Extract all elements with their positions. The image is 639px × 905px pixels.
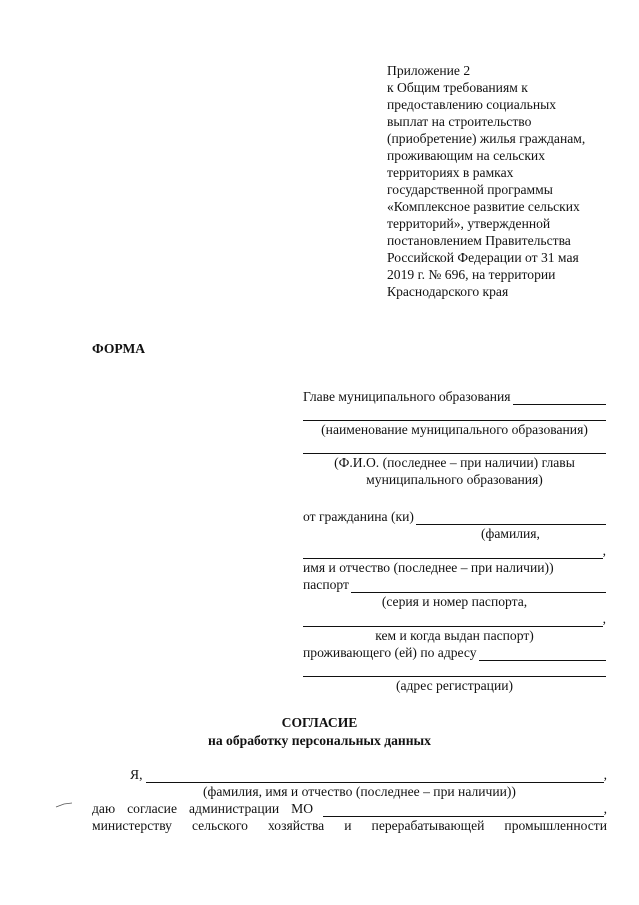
consent-word: и <box>344 818 352 833</box>
appendix-line: территорий», утвержденной <box>387 216 551 231</box>
surname-caption: (фамилия, <box>481 526 540 541</box>
consent-subtitle: на обработку персональных данных <box>208 733 431 748</box>
head-fio-field[interactable] <box>303 438 606 454</box>
appendix-line: Приложение 2 <box>387 63 471 78</box>
appendix-line: государственной программы <box>387 182 553 197</box>
pen-mark-icon <box>55 802 73 808</box>
consent-word: перерабатывающей <box>371 818 485 833</box>
consent-word: сельского <box>191 818 248 833</box>
head-label: Главе муниципального образования <box>303 389 511 404</box>
head-name-field[interactable] <box>513 390 606 405</box>
comma: , <box>602 611 606 626</box>
consent-word: администрации <box>188 801 280 816</box>
appendix-block <box>387 62 617 300</box>
consent-word: МО <box>291 801 314 816</box>
consent-title: СОГЛАСИЕ <box>281 715 358 730</box>
fio-caption-line2: муниципального образования) <box>366 472 543 487</box>
consent-word: даю <box>92 801 116 816</box>
comma: , <box>603 801 607 816</box>
municipality-field[interactable] <box>303 405 606 421</box>
addressee-head-row <box>303 388 606 488</box>
i-label: Я, <box>130 767 143 782</box>
fio-caption-line1: (Ф.И.О. (последнее – при наличии) главы <box>334 455 575 470</box>
address-field-line2[interactable] <box>303 661 606 677</box>
consent-body <box>92 766 607 834</box>
surname-field[interactable] <box>416 510 606 525</box>
consent-text-line <box>92 817 607 834</box>
passport-field[interactable] <box>351 578 606 593</box>
appendix-line: к Общим требованиям к <box>387 80 528 95</box>
appendix-line: предоставлению социальных <box>387 97 557 112</box>
residing-label: проживающего (ей) по адресу <box>303 645 477 660</box>
municipality-caption: (наименование муниципального образования) <box>321 422 588 437</box>
consent-fio-caption: (фамилия, имя и отчество (последнее – при наличии)) <box>203 784 516 799</box>
appendix-line: выплат на строительство <box>387 114 532 129</box>
passport-caption-line1: (серия и номер паспорта, <box>381 594 528 609</box>
appendix-line: «Комплексное развитие сельских <box>387 199 580 214</box>
passport-caption-line2: кем и когда выдан паспорт) <box>375 628 534 643</box>
appendix-line: постановлением Правительства <box>387 233 571 248</box>
consent-word: согласие <box>127 801 177 816</box>
consent-word: промышленности <box>504 818 607 833</box>
from-label: от гражданина (ки) <box>303 509 414 524</box>
appendix-line: 2019 г. № 696, на территории <box>387 267 556 282</box>
applicant-block <box>303 508 606 694</box>
address-caption: (адрес регистрации) <box>395 678 514 693</box>
appendix-line: Краснодарского края <box>387 284 509 299</box>
form-label: ФОРМА <box>92 341 146 356</box>
passport-label: паспорт <box>303 577 349 592</box>
name-field[interactable] <box>303 544 603 559</box>
consent-word: хозяйства <box>268 818 325 833</box>
passport-issued-field[interactable] <box>303 612 603 627</box>
appendix-line: Российской Федерации от 31 мая <box>387 250 579 265</box>
address-field[interactable] <box>479 646 606 661</box>
comma: , <box>603 767 607 782</box>
appendix-line: (приобретение) жилья гражданам, <box>387 131 586 146</box>
appendix-line: территориях в рамках <box>387 165 514 180</box>
consent-fio-field[interactable] <box>146 768 603 783</box>
mo-name-field[interactable] <box>323 802 604 817</box>
consent-word: министерству <box>92 818 172 833</box>
name-caption: имя и отчество (последнее – при наличии)) <box>303 560 554 575</box>
comma: , <box>602 543 606 558</box>
appendix-line: проживающим на сельских <box>387 148 546 163</box>
